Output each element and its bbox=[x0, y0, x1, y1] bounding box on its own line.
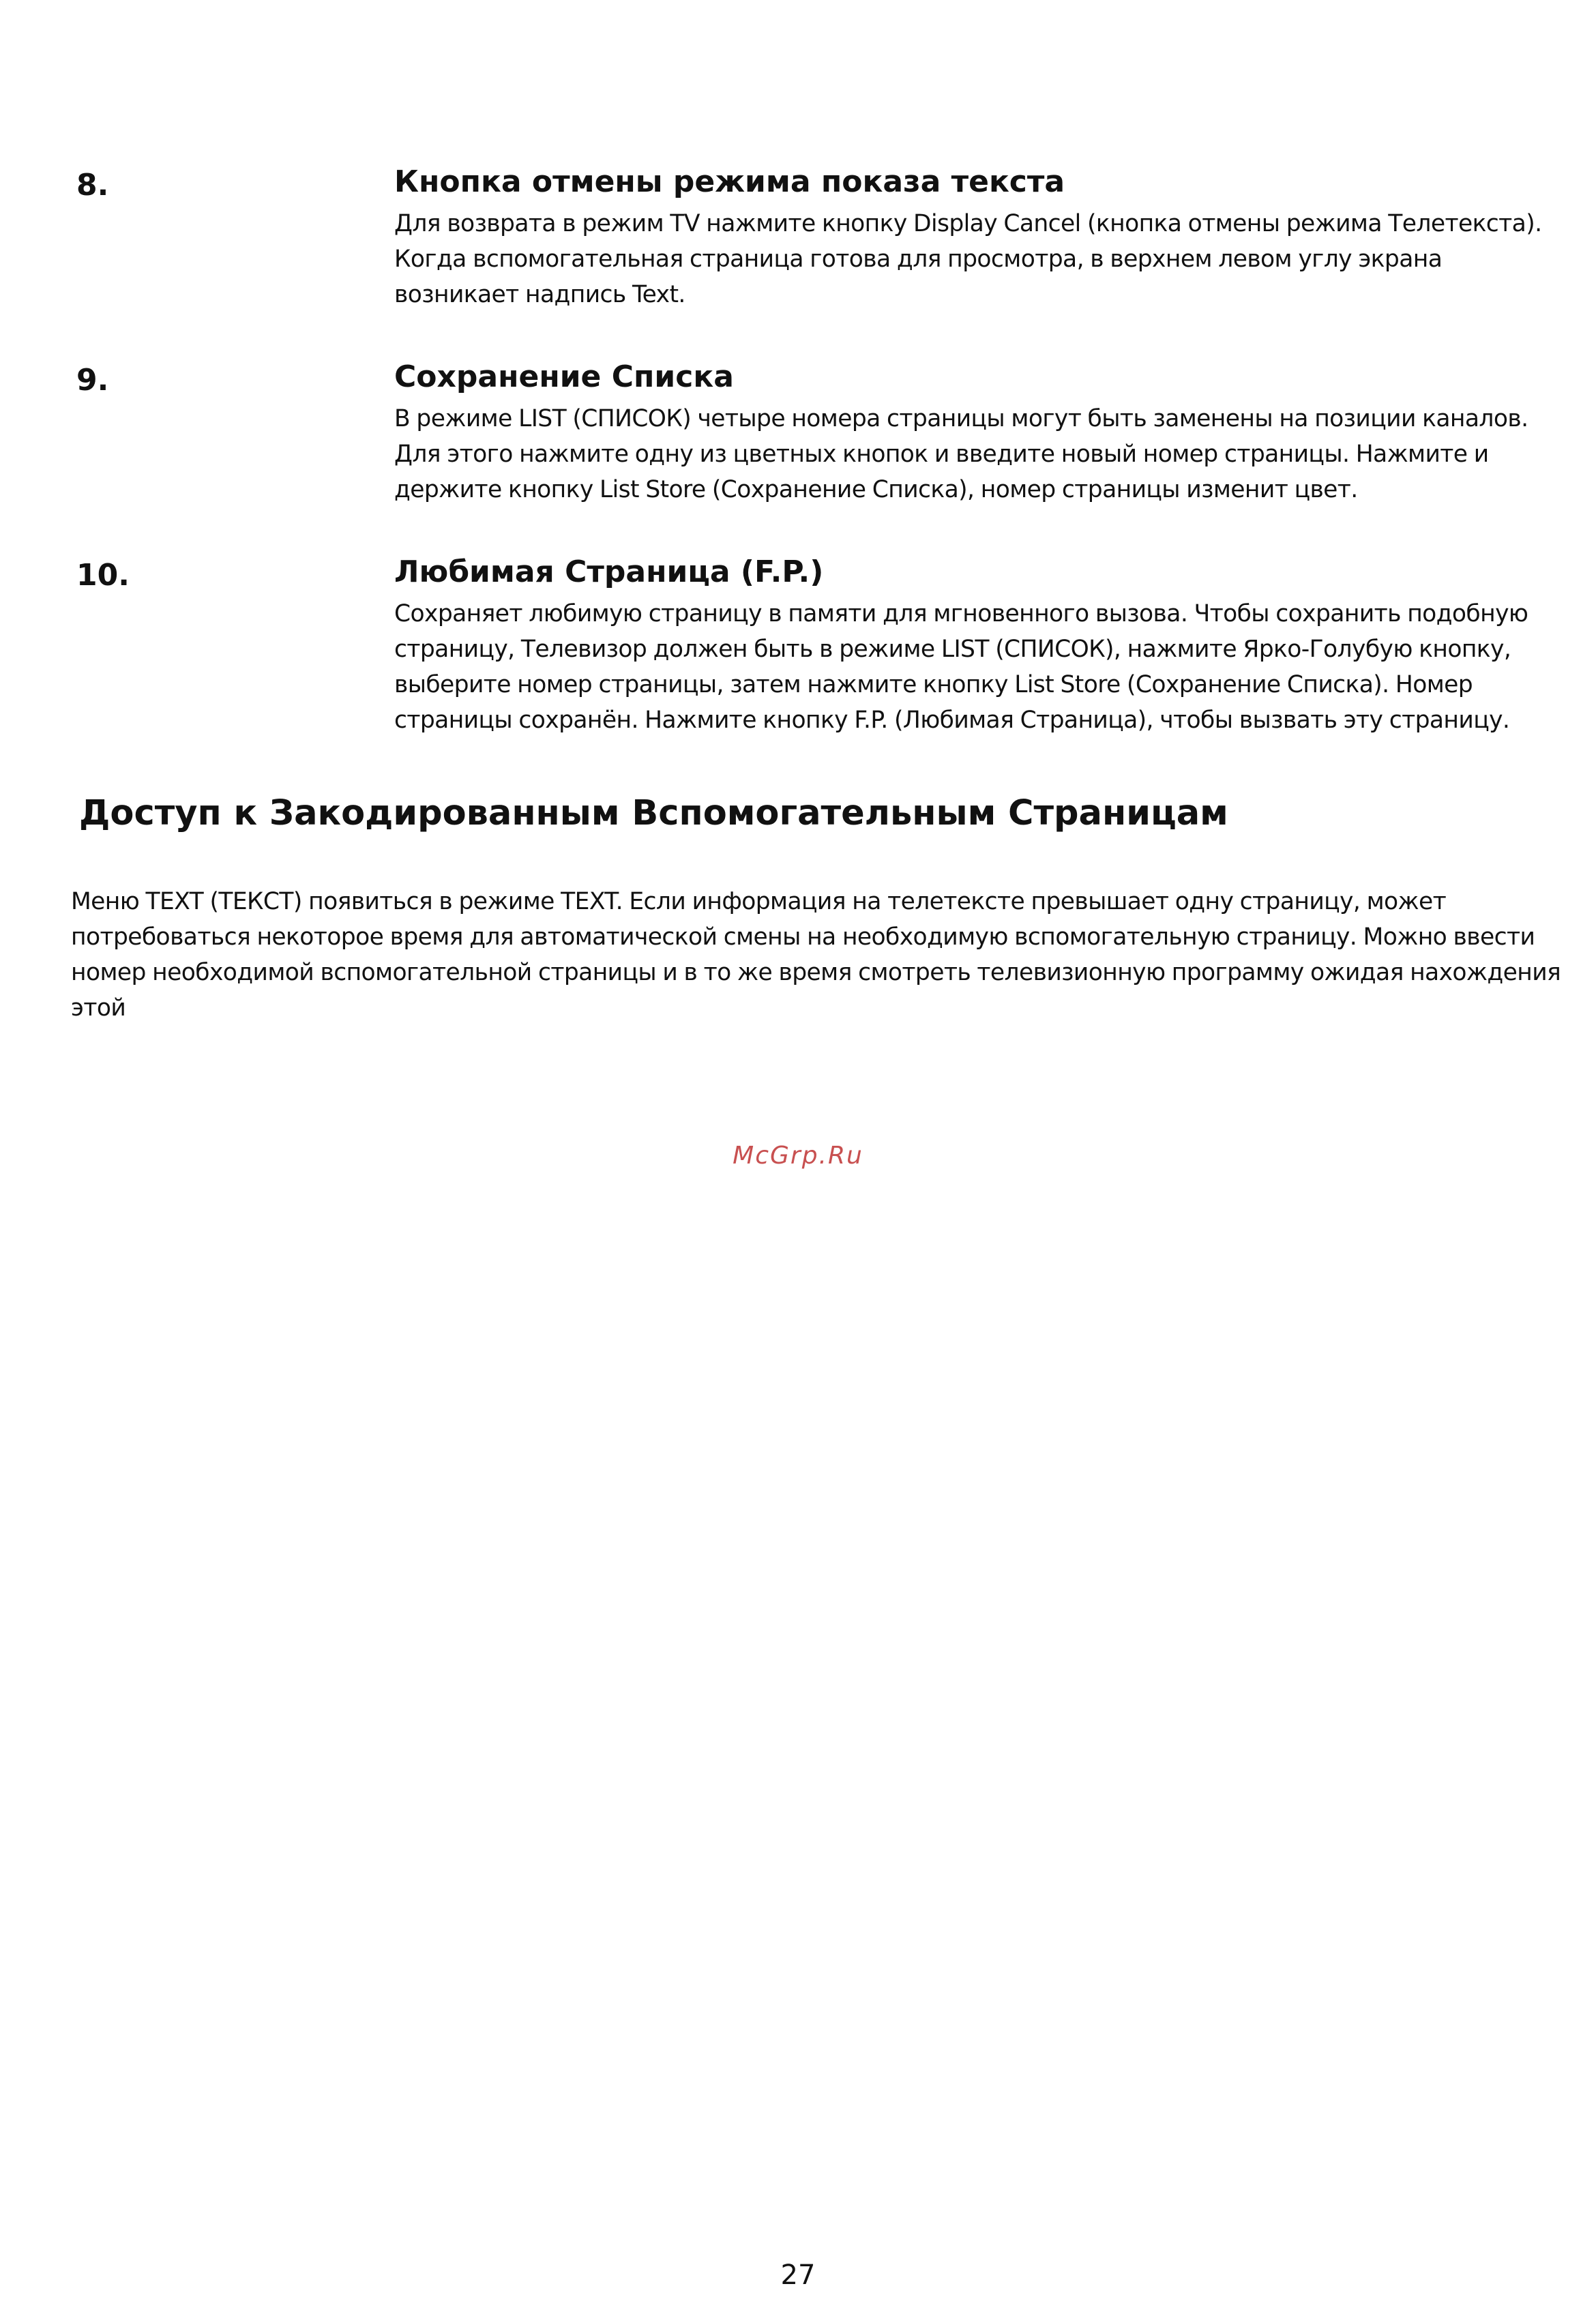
item-number-10: 10. bbox=[76, 558, 130, 593]
item-body-favorite-page: Сохраняет любимую страницу в памяти для мгновенного вызова. Чтобы сохранить подобную страницу, Телевизор должен быть в режиме LIST (СПИСОК), нажмите Ярко-Голубую кнопку, выберите номер страницы, затем нажмите кнопку List Store (Сохранение Списка). Номер страницы сохранён. Нажмите кнопку F.P. (Любимая Страница), чтобы вызвать эту страницу. bbox=[394, 600, 1528, 734]
section-body: Меню TEXT (ТЕКСТ) появиться в режиме TEXT. Если информация на телетексте превышает одну страницу, может потребоваться некоторое время для автоматической смены на необходимую вспомогательную страницу. Можно ввести номер необходимой вспомогательной страницы и в то же время смотреть телевизионную программу ожидая нахождения этой bbox=[71, 888, 1561, 1022]
item-number-8: 8. bbox=[76, 168, 109, 203]
item-8 bbox=[394, 162, 1567, 312]
item-title-display-cancel: Кнопка отмены режима показа текста bbox=[394, 164, 1065, 199]
item-body-list-store: В режиме LIST (СПИСОК) четыре номера страницы могут быть заменены на позиции каналов. Для этого нажмите одну из цветных кнопок и введите новый номер страницы. Нажмите и держите кнопку List Store (Сохранение Списка), номер страницы изменит цвет. bbox=[394, 405, 1528, 503]
item-number-9: 9. bbox=[76, 363, 109, 398]
item-9 bbox=[394, 357, 1567, 507]
item-body-display-cancel: Для возврата в режим TV нажмите кнопку Display Cancel (кнопка отмены режима Телетекста). Когда вспомогательная страница готова для просмотра, в верхнем левом углу экрана возникает надпись Text. bbox=[394, 210, 1542, 308]
item-title-favorite-page: Любимая Страница (F.P.) bbox=[394, 554, 824, 589]
section-heading: Доступ к Закодированным Вспомогательным Страницам bbox=[79, 793, 1228, 833]
page-number: 27 bbox=[780, 2259, 816, 2291]
watermark: McGrp.Ru bbox=[733, 1142, 863, 1170]
item-title-list-store: Сохранение Списка bbox=[394, 359, 734, 394]
item-10 bbox=[394, 552, 1567, 738]
